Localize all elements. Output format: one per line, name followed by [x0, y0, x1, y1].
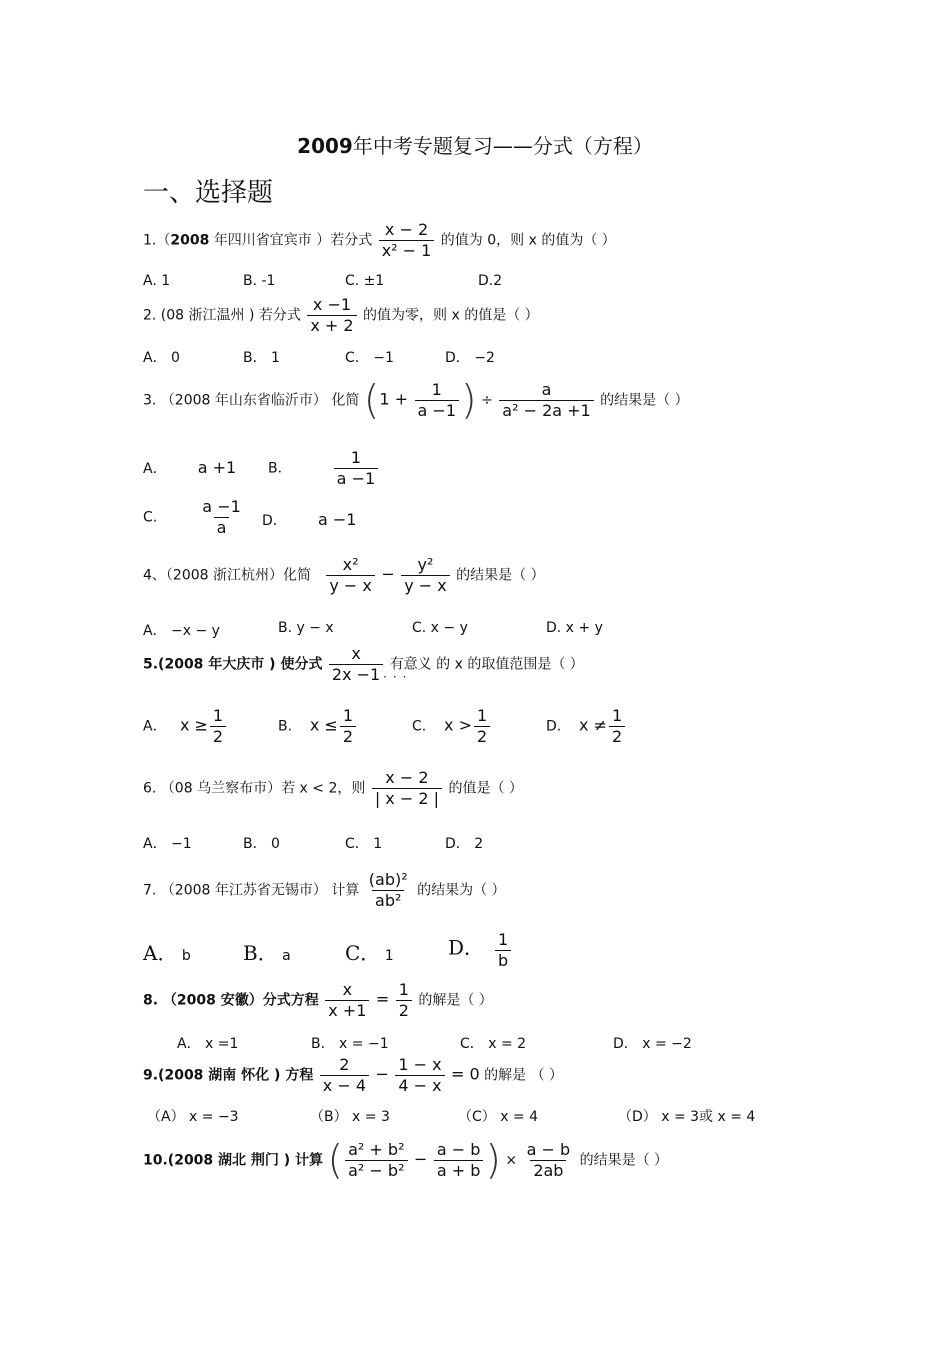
question-6: 6. （08 乌兰察布市）若 x < 2，则 $\frac{x - 2}{| x - 2 |}$ 的值是（ ） [143, 768, 523, 808]
q7-option-c: C． 1 [345, 941, 394, 965]
q4-option-c: C. x − y [412, 620, 468, 636]
q5-option-c: C. x > $\frac{1}{2}$ [412, 706, 492, 747]
q5-option-a: A． x ≥ $\frac{1}{2}$ [143, 706, 228, 747]
q2-option-b: B． 1 [243, 350, 280, 366]
q4-option-d: D. x + y [546, 620, 603, 636]
q8-option-b: B． x = −1 [311, 1036, 389, 1052]
q2-option-c: C． −1 [345, 350, 394, 366]
question-4: 4、（2008 浙江杭州）化简 $\frac{\text{x²}}{y - x}$ − $\frac{\text{y²}}{y - x}$ 的结果是（ ） [143, 555, 545, 595]
q8-option-d: D． x = −2 [613, 1036, 692, 1052]
q9-option-c: （C） x = 4 [458, 1109, 539, 1125]
question-9: 9.(2008 湖南 怀化 ) 方程 $\frac{2}{x - 4}$ − $\frac{1 - x}{4 - x}$ = 0 的解是 （ ） [143, 1055, 564, 1095]
question-7: 7. （2008 年江苏省无锡市） 计算 $\frac{\text{(ab)²}}{\text{ab²}}$ 的结果为（ ） [143, 870, 506, 910]
q3-option-a: A． a +1 [143, 458, 237, 477]
q9-option-b: （B） x = 3 [310, 1109, 390, 1125]
q3-option-c: C. $\frac{a -1}{a}$ [143, 497, 241, 537]
question-8: 8. （2008 安徽）分式方程 $\frac{x}{x +1}$ = $\frac{1}{2}$ 的解是（ ） [143, 980, 493, 1020]
q8-option-a: A． x =1 [177, 1036, 239, 1052]
q1-option-a: A. 1 [143, 273, 171, 289]
q7-option-b: B． a [243, 941, 291, 965]
q3-option-b: B． $\frac{1}{a -1}$ [268, 448, 380, 489]
q4-option-b: B. y − x [278, 620, 334, 636]
question-1: 1.（2008 年四川省宜宾市 ）若分式 $\frac{x - 2}{\text{x² − 1}}$ 的值为 0，则 x 的值为（ ） [143, 220, 616, 260]
q9-option-d: （D） x = 3或 x = 4 [618, 1109, 756, 1125]
q3-option-d: D． a −1 [262, 510, 357, 529]
q6-option-b: B． 0 [243, 836, 280, 852]
q5-option-b: B. x ≤ $\frac{1}{2}$ [278, 706, 358, 747]
question-2: 2. (08 浙江温州 ) 若分式 $\frac{x -1}{x + 2}$ 的值为零，则 x 的值是（ ） [143, 295, 539, 335]
page-title: 2009年中考专题复习——分式（方程） [297, 134, 653, 158]
q9-option-a: （A） x = −3 [147, 1109, 239, 1125]
question-10: 10.(2008 湖北 荆门 ) 计算 ( $\frac{\text{a² + b²}}{\text{a² − b²}}$ − $\frac{a - b}{a + b}$ ) × $\frac{a - b}{2ab}$ 的结果是（ ） [143, 1137, 669, 1184]
q4-option-a: A． −x − y [143, 623, 220, 639]
q2-option-d: D． −2 [445, 350, 495, 366]
q1-option-b: B. -1 [243, 273, 276, 289]
emphasis-dots: ··· [383, 670, 413, 684]
q8-option-c: C． x = 2 [460, 1036, 527, 1052]
q6-option-a: A． −1 [143, 836, 192, 852]
q5-option-d: D. x ≠ $\frac{1}{2}$ [546, 706, 627, 747]
q2-option-a: A． 0 [143, 350, 180, 366]
q7-option-a: A． b [143, 941, 191, 965]
section-heading: 一、选择题 [143, 178, 274, 208]
question-3: 3. （2008 年山东省临沂市） 化简 (1 + $\frac{1}{a -1}$ ) ÷ $\frac{a}{\text{a² − 2a +1}}$ 的结果是（ ） [143, 377, 689, 424]
q1-option-d: D.2 [478, 273, 503, 289]
q7-option-d: D． $\frac{1}{b}$ [448, 930, 513, 971]
q6-option-d: D． 2 [445, 836, 484, 852]
question-5: 5.(2008 年大庆市 ) 使分式 $\frac{x}{2x -1}$ 有意义 的 x 的取值范围是（ ） [143, 644, 584, 684]
q6-option-c: C． 1 [345, 836, 383, 852]
q1-option-c: C. ±1 [345, 273, 385, 289]
